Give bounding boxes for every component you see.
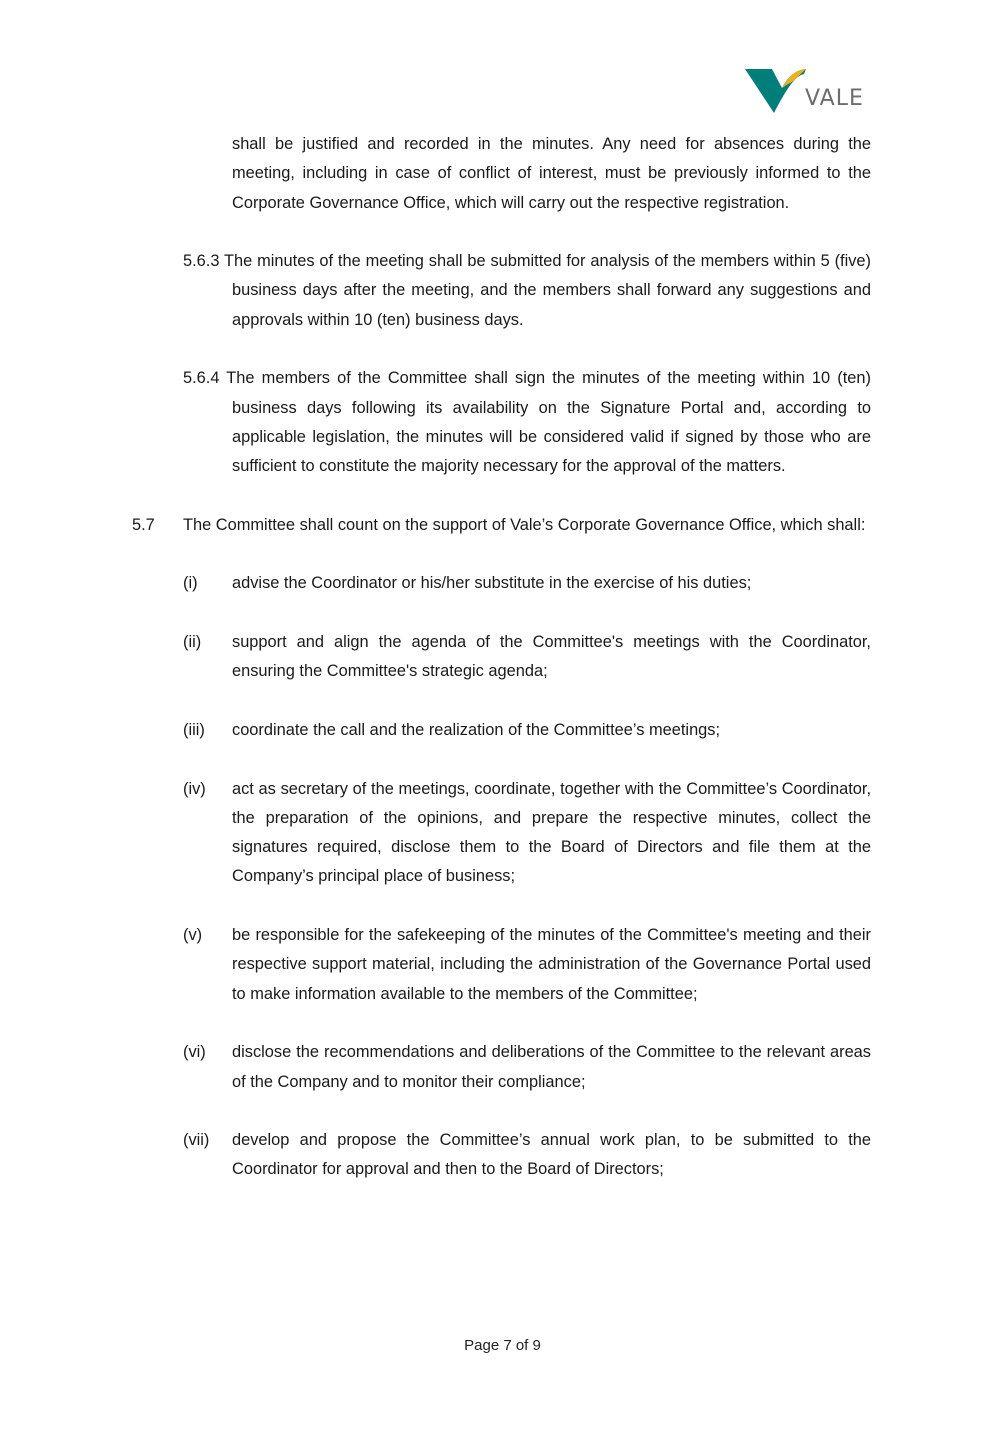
item-text: support and align the agenda of the Committee's meetings with the Coordinator, ensuring the Committee's strategic agenda; — [232, 633, 871, 681]
section-number: 5.7 — [132, 515, 155, 534]
item-label: (i) — [183, 574, 198, 593]
item-text: disclose the recommendations and deliberations of the Committee to the relevant areas of the Company and to monitor their compliance; — [232, 1043, 871, 1091]
list-item — [183, 1038, 1008, 1097]
page-number: Page 7 of 9 — [464, 1337, 541, 1354]
subsection-5-6-4: 5.6.4 The members of the Committee shall sign the minutes of the meeting within 10 (ten) business days following its availability on the Signature Portal and, according to applicable legislation, the minutes will be considered valid if signed by those who are sufficient to constitute the majority necessary for the approval of the matters. — [183, 369, 871, 476]
item-text: coordinate the call and the realization of the Committee’s meetings; — [232, 720, 721, 739]
item-label: (iii) — [183, 720, 205, 739]
item-label: (vi) — [183, 1043, 206, 1062]
logo-text: VALE — [805, 86, 864, 111]
item-text: develop and propose the Committee’s annual work plan, to be submitted to the Coordinator for approval and then to the Board of Directors; — [232, 1131, 871, 1179]
section-5-7 — [132, 511, 1008, 540]
list-item — [183, 1126, 1008, 1185]
item-label: (v) — [183, 926, 203, 945]
item-text: advise the Coordinator or his/her substitute in the exercise of his duties; — [232, 574, 752, 593]
continued-paragraph: shall be justified and recorded in the minutes. Any need for absences during the meeting, including in case of conflict of interest, must be previously informed to the Corporate Governance Office, which will carry out the respective registration. — [232, 135, 871, 212]
section-text: The Committee shall count on the support of Vale’s Corporate Governance Office, which shall: — [183, 515, 866, 534]
list-item — [183, 716, 1008, 745]
item-label: (ii) — [183, 633, 202, 652]
document-body — [0, 130, 1008, 1214]
list-item — [183, 628, 1008, 687]
item-label: (vii) — [183, 1131, 210, 1150]
item-label: (iv) — [183, 779, 206, 798]
item-text: act as secretary of the meetings, coordinate, together with the Committee’s Coordinator, the preparation of the opinions, and prepare the respective minutes, collect the signatures required, disclose them to the Board of Directors and file them at the Company’s principal place of business; — [232, 779, 871, 886]
item-text: be responsible for the safekeeping of the minutes of the Committee's meeting and their respective support material, including the administration of the Governance Portal used to make information available to the members of the Committee; — [232, 926, 871, 1003]
list-item — [183, 921, 1008, 1009]
list-item — [183, 569, 1008, 598]
list-item — [183, 775, 1008, 892]
subsection-5-6-3: 5.6.3 The minutes of the meeting shall be submitted for analysis of the members within 5 (five) business days after the meeting, and the members shall forward any suggestions and approvals within 10 (ten) business days. — [183, 252, 871, 329]
